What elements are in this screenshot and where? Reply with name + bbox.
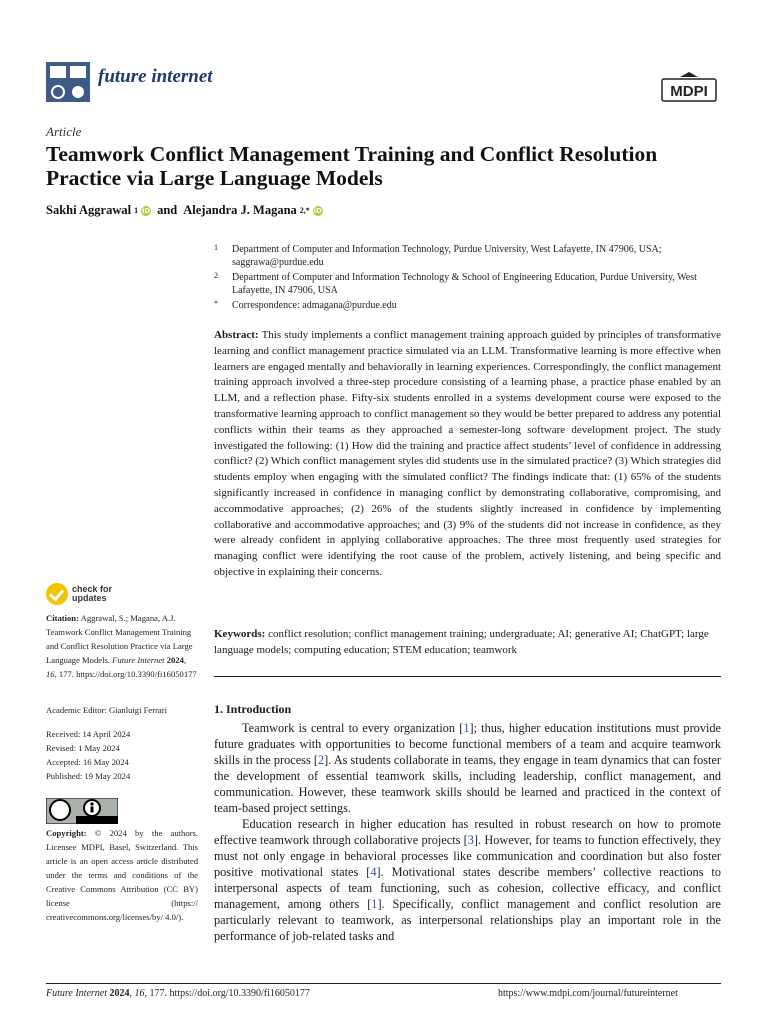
publisher-name: MDPI — [670, 83, 708, 100]
published-date: Published: 19 May 2024 — [46, 771, 131, 781]
citation-text: Aggrawal, S.; Magana, A.J. Teamwork Conflict Management Training and Conflict Resolution Practice via Large Language Models. — [46, 613, 193, 665]
check-updates-line1: check for — [72, 584, 113, 594]
article-type: Article — [46, 124, 82, 139]
author-list — [46, 203, 323, 218]
affil-mark: 1 — [214, 243, 218, 252]
author-affil-sup: 2,* — [299, 206, 310, 215]
citation-journal: Future Internet — [112, 655, 165, 665]
affil-mark: 2 — [214, 271, 218, 280]
affil-text: Department of Computer and Information Technology & School of Engineering Education, Purdue University, West Lafayette, IN 47906, USA — [232, 272, 697, 296]
affiliations — [214, 243, 724, 314]
affil-mark: * — [214, 299, 218, 308]
body-text — [214, 720, 721, 944]
paragraph: Teamwork is central to every organization [1]; thus, higher education institutions must provide future graduates with opportunities to become functional members of a team and acquire teamwork skills in the process [2]. As students collaborate in teams, they engage in team dynamics that can foster the development of essential teamwork skills, including leadership, conflict management, and communication. However, these teamwork skills should be learned and practiced in the context of team-based project settings. — [214, 721, 721, 815]
footer-divider — [46, 983, 721, 984]
abstract — [214, 328, 721, 581]
academic-editor: Academic Editor: Gianluigi Ferrari — [46, 705, 167, 715]
abstract-text: This study implements a conflict management training approach guided by principles of transformative learning and conflict management practice simulated via an LLM. Transformative learning is more effective when learners are engaged mentally and behaviorally in learning experiences. Correspondingly, the conflict management training approach involved a three-step procedure consisting of a learning phase, a practice phase enabled by an LLM, and a reflection phase. Fifty-six students enrolled in a systems development course were exposed to the transformative learning approach to conflict management so they would be better prepared to address any potential conflicts within their teams as they approached a semester-long software development project. The study investigated the following: (1) How did the training and practice affect students’ level of confidence in addressing conflict? (2) Which conflict management styles did students use in the simulated practice? (3) Which strategies did students employ when engaging with the simulated conflict? The findings indicate that: (1) 65% of the students significantly increased in confidence in managing conflict by demonstrating collaborative, compromising, and accommodative approaches; (2) 26% of the students slightly increased in confidence by implementing collaborative and accommodative approaches; and (3) 9% of the students did not increase in confidence, as they were already confident in applying collaborative approaches. The three most frequently used strategies for managing conflict were identifying the root cause of the problem, actively listening, and being specific and objective in explaining their concerns. — [214, 329, 721, 578]
revised-date: Revised: 1 May 2024 — [46, 743, 120, 753]
journal-name[interactable]: future internet — [98, 66, 213, 87]
check-for-updates-button[interactable] — [46, 583, 112, 605]
footer-doi-link[interactable]: https://doi.org/10.3390/fi16050177 — [169, 988, 310, 999]
received-date: Received: 14 April 2024 — [46, 729, 131, 739]
citation-label: Citation: — [46, 613, 79, 623]
reference-link[interactable]: 1 — [463, 721, 470, 735]
author-name[interactable]: Alejandra J. Magana — [183, 203, 297, 217]
footer-journal-url[interactable]: https://www.mdpi.com/journal/futureinternet — [498, 988, 678, 999]
mdpi-logo[interactable] — [660, 70, 718, 104]
keywords-label: Keywords: — [214, 628, 266, 640]
orcid-icon[interactable]: iD — [141, 206, 151, 215]
citation-block: Citation: Aggrawal, S.; Magana, A.J. Teamwork Conflict Management Training and Conflict Resolution Practice via Large Language Models. Future Internet 2024, 16, 177. https://doi.org/10.3390/fi16050177 — [46, 613, 197, 679]
reference-link[interactable]: 2 — [317, 753, 325, 767]
reference-link[interactable]: 1 — [371, 897, 378, 911]
check-icon — [46, 583, 68, 605]
accepted-date: Accepted: 16 May 2024 — [46, 757, 129, 767]
copyright-block — [46, 826, 198, 924]
check-updates-line2: updates — [72, 593, 107, 603]
reference-link[interactable]: 4 — [370, 865, 377, 879]
citation-doi-link[interactable]: https://doi.org/10.3390/fi16050177 — [76, 669, 197, 679]
orcid-icon[interactable]: iD — [313, 206, 322, 215]
author-affil-sup: 1 — [134, 206, 139, 215]
copyright-text: © 2024 by the authors. Licensee MDPI, Basel, Switzerland. This article is an open access article distributed under the terms and conditions of the Creative Commons Attribution (CC BY) license (https:// creativecommons.org/licenses/by/ 4.0/). — [46, 828, 198, 922]
copyright-label: Copyright: — [46, 828, 87, 838]
future-internet-logo — [46, 62, 90, 102]
section-heading: 1. Introduction — [214, 702, 292, 716]
abstract-label: Abstract: — [214, 329, 259, 341]
cc-by-license-icon[interactable] — [46, 798, 118, 824]
citation-year: 2024 — [166, 655, 184, 665]
keywords-text: conflict resolution; conflict management training; undergraduate; AI; generative AI; ChatGPT; large language models; computing education; STEM education; teamwork — [214, 628, 709, 656]
paragraph: Education research in higher education has resulted in robust research on how to promote effective teamwork through collaborative projects [3]. However, for teams to function effectively, they must not only engage in behavioral processes like communication and coordination but also foster positive motivational states [4]. Motivational states describe members’ collective reactions to interpersonal aspects of team functioning, such as cohesion, collective efficacy, and conflict management, among others [1]. Specifically, conflict management and conflict resolution are particularly relevant to teamwork, as interpersonal relationships play an important role in the performance of job-related tasks and — [214, 817, 721, 943]
affil-text: Department of Computer and Information Technology, Purdue University, West Lafayette, IN 47906, USA; saggrawa@purdue.edu — [232, 244, 662, 268]
keywords — [214, 627, 721, 659]
article-title: Teamwork Conflict Management Training and Conflict Resolution Practice via Large Language Models — [46, 142, 658, 190]
citation-volume: 16 — [46, 669, 55, 679]
reference-link[interactable]: 3 — [467, 833, 474, 847]
dates-block — [46, 727, 198, 783]
footer-citation: Future Internet 2024, 16, 177. https://doi.org/10.3390/fi16050177 — [46, 988, 310, 999]
author-connector: and — [157, 203, 178, 217]
correspondence: Correspondence: admagana@purdue.edu — [232, 300, 397, 311]
author-name[interactable]: Sakhi Aggrawal — [46, 203, 132, 217]
divider — [214, 676, 721, 677]
